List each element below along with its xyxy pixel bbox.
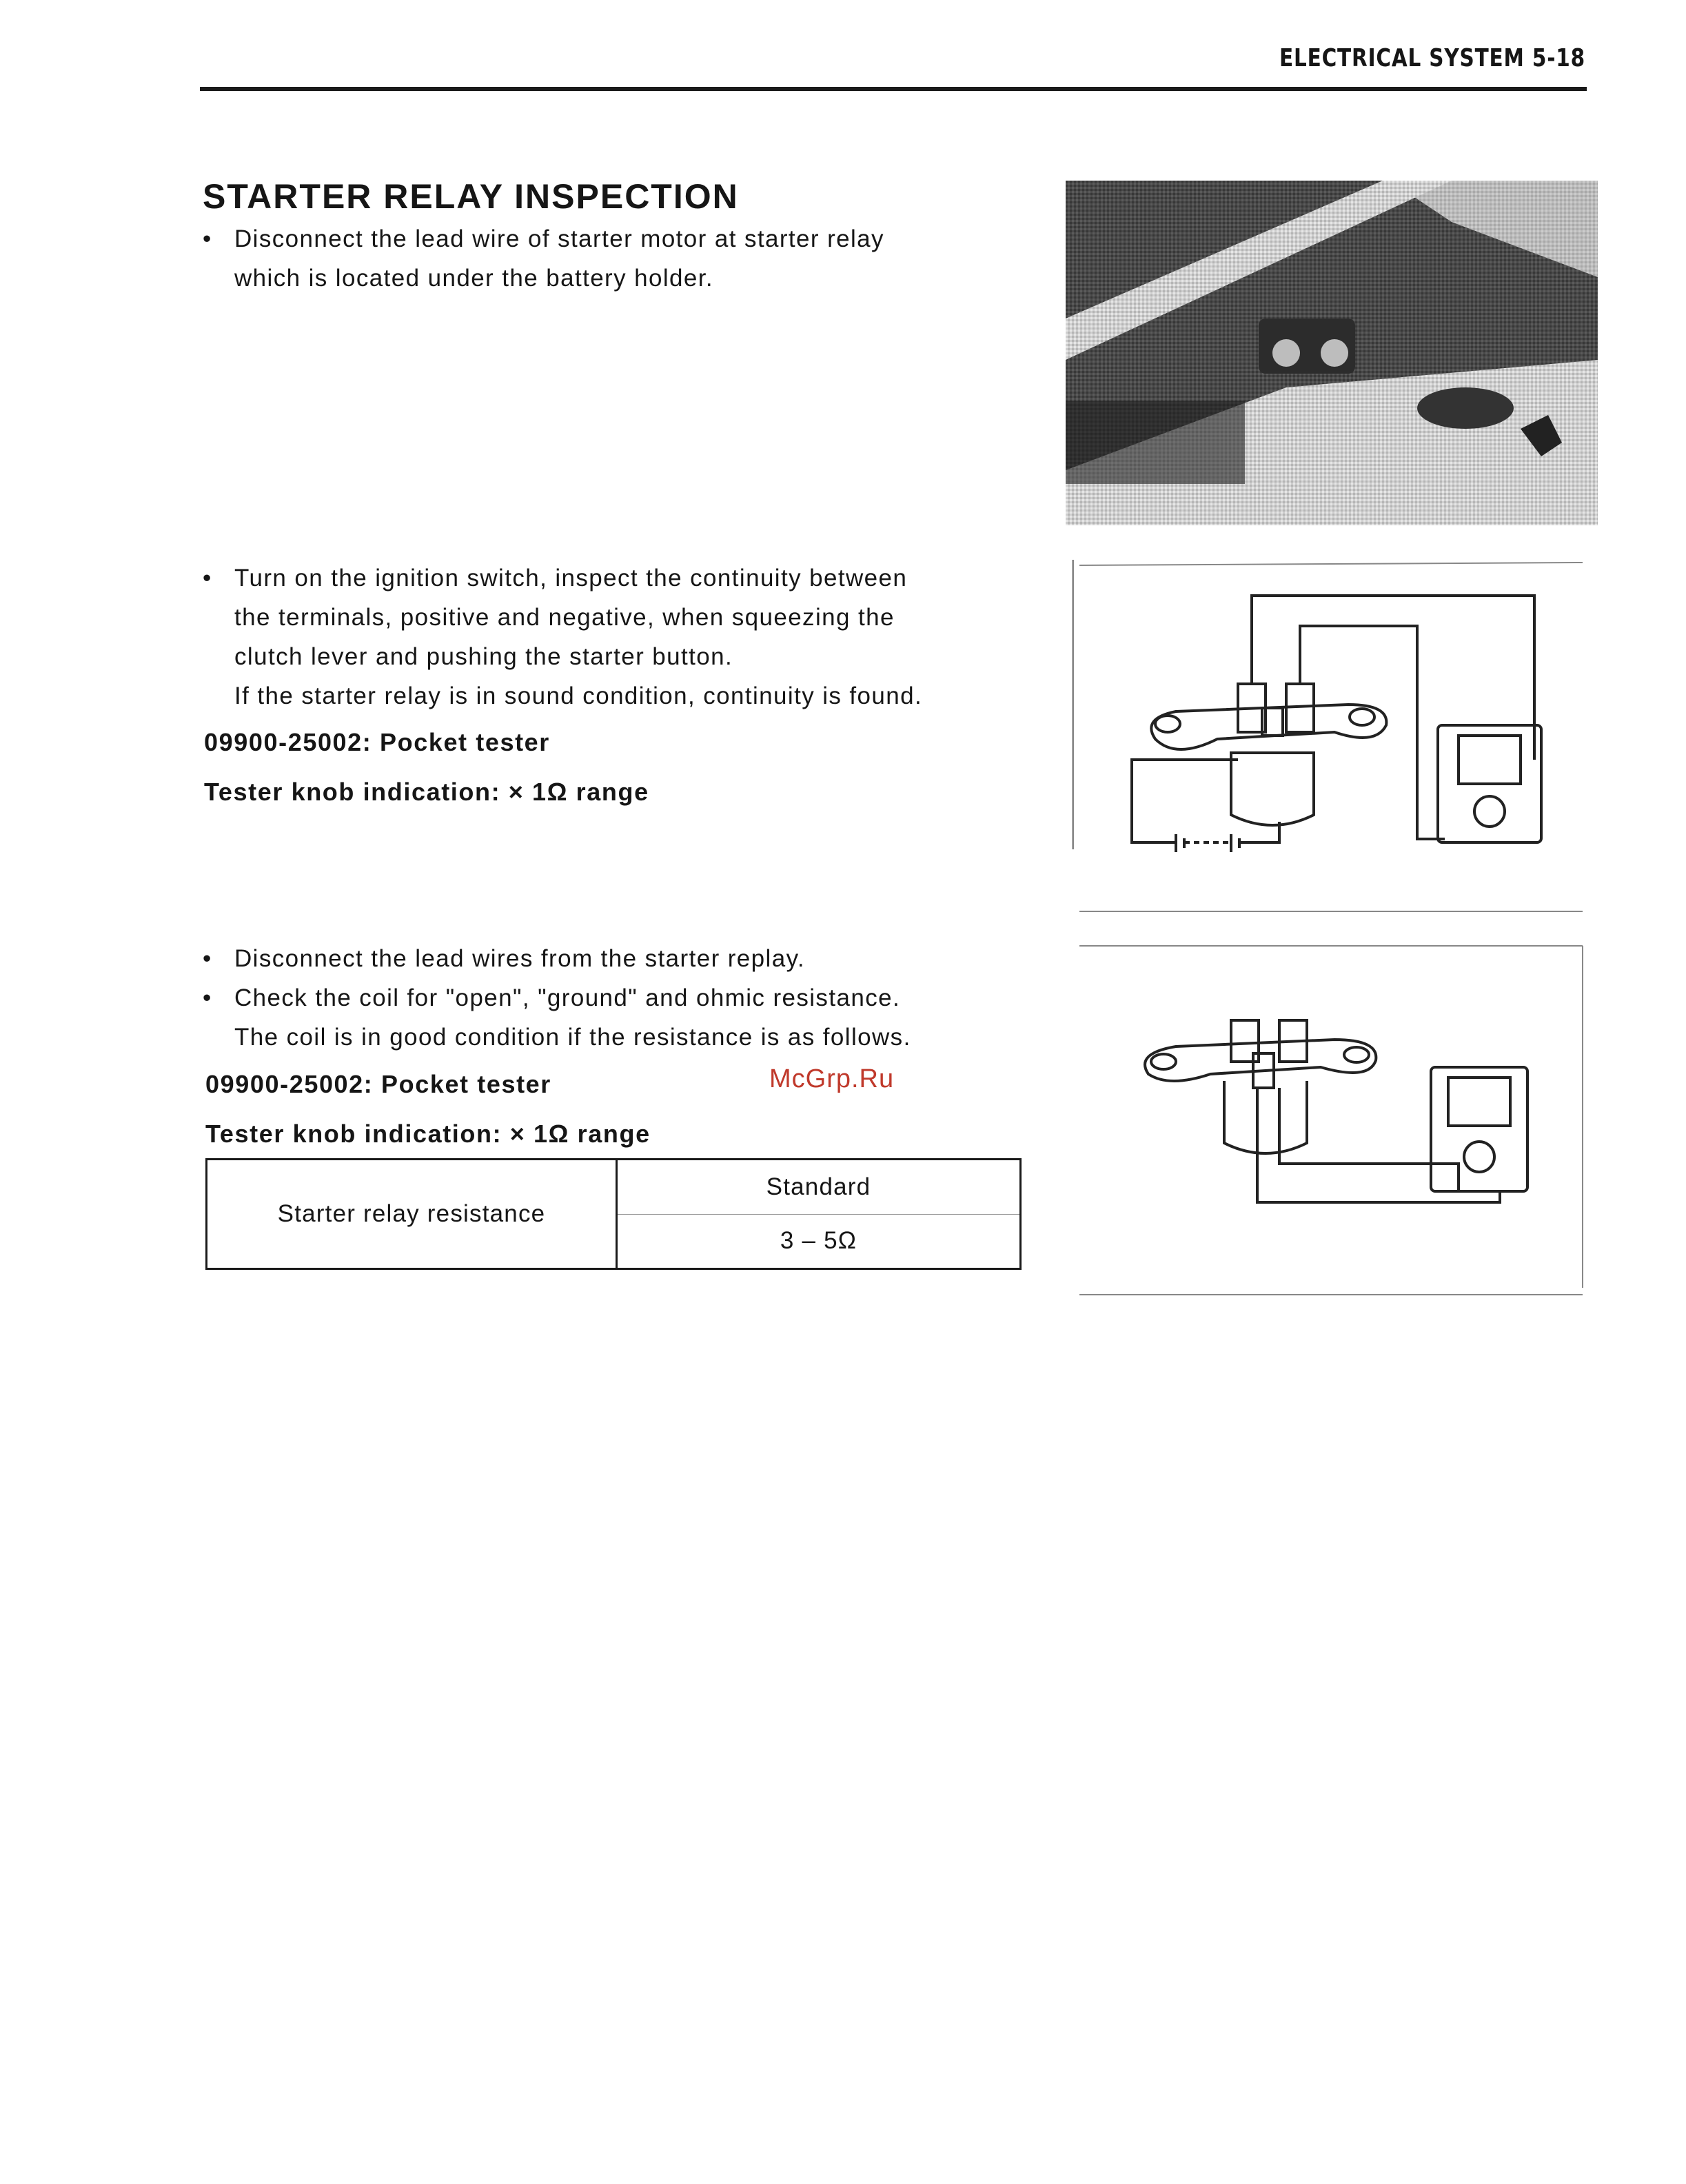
knob-indication: Tester knob indication: × 1Ω range [205, 1120, 651, 1148]
text-line-row [200, 676, 1027, 716]
bullet-icon: • [203, 945, 212, 972]
text-line: Check the coil for "open", "ground" and ohmic resistance. [234, 984, 901, 1011]
starter-relay-photo [1066, 181, 1598, 525]
table-row-label: Starter relay resistance [207, 1160, 617, 1269]
text-line: Disconnect the lead wire of starter motor at starter relay [234, 225, 884, 252]
bullet-item [200, 978, 1027, 1018]
tool-spec: 09900-25002: Pocket tester [205, 1070, 551, 1098]
text-line: the terminals, positive and negative, when squeezing the [234, 604, 895, 631]
coil-resistance-diagram [1073, 943, 1596, 1302]
bullet-item [200, 939, 1027, 978]
bullet-icon: • [203, 565, 212, 592]
resistance-spec-table [205, 1158, 1022, 1270]
paragraph-continuity-check [200, 558, 1027, 716]
text-line: which is located under the battery holder. [234, 265, 714, 292]
text-line: If the starter relay is in sound condition, continuity is found. [234, 682, 923, 709]
header-rule [200, 87, 1587, 91]
bullet-item [200, 558, 1027, 598]
watermark-text: McGrp.Ru [769, 1064, 895, 1093]
text-line: Turn on the ignition switch, inspect the continuity between [234, 565, 908, 592]
tool-spec: 09900-25002: Pocket tester [204, 728, 550, 756]
knob-indication: Tester knob indication: × 1Ω range [204, 778, 649, 806]
table-column-header: Standard [617, 1160, 1021, 1215]
text-line-row [200, 1018, 1027, 1057]
text-line: clutch lever and pushing the starter button. [234, 643, 733, 670]
table-cell-value: 3 – 5Ω [617, 1214, 1021, 1269]
bullet-item [200, 219, 1027, 259]
paragraph-coil-check [200, 939, 1027, 1057]
bullet-icon: • [203, 984, 212, 1011]
paragraph-disconnect-lead [200, 219, 1027, 298]
bullet-icon: • [203, 225, 212, 252]
text-line: The coil is in good condition if the resistance is as follows. [234, 1024, 911, 1051]
text-line: Disconnect the lead wires from the starter replay. [234, 945, 806, 972]
page-header-title: ELECTRICAL SYSTEM 5-18 [1279, 44, 1585, 72]
continuity-test-diagram [1073, 560, 1596, 918]
text-line-row [200, 637, 1027, 676]
text-line-row [200, 598, 1027, 637]
section-heading: STARTER RELAY INSPECTION [203, 177, 739, 216]
text-line-row [200, 259, 1027, 298]
